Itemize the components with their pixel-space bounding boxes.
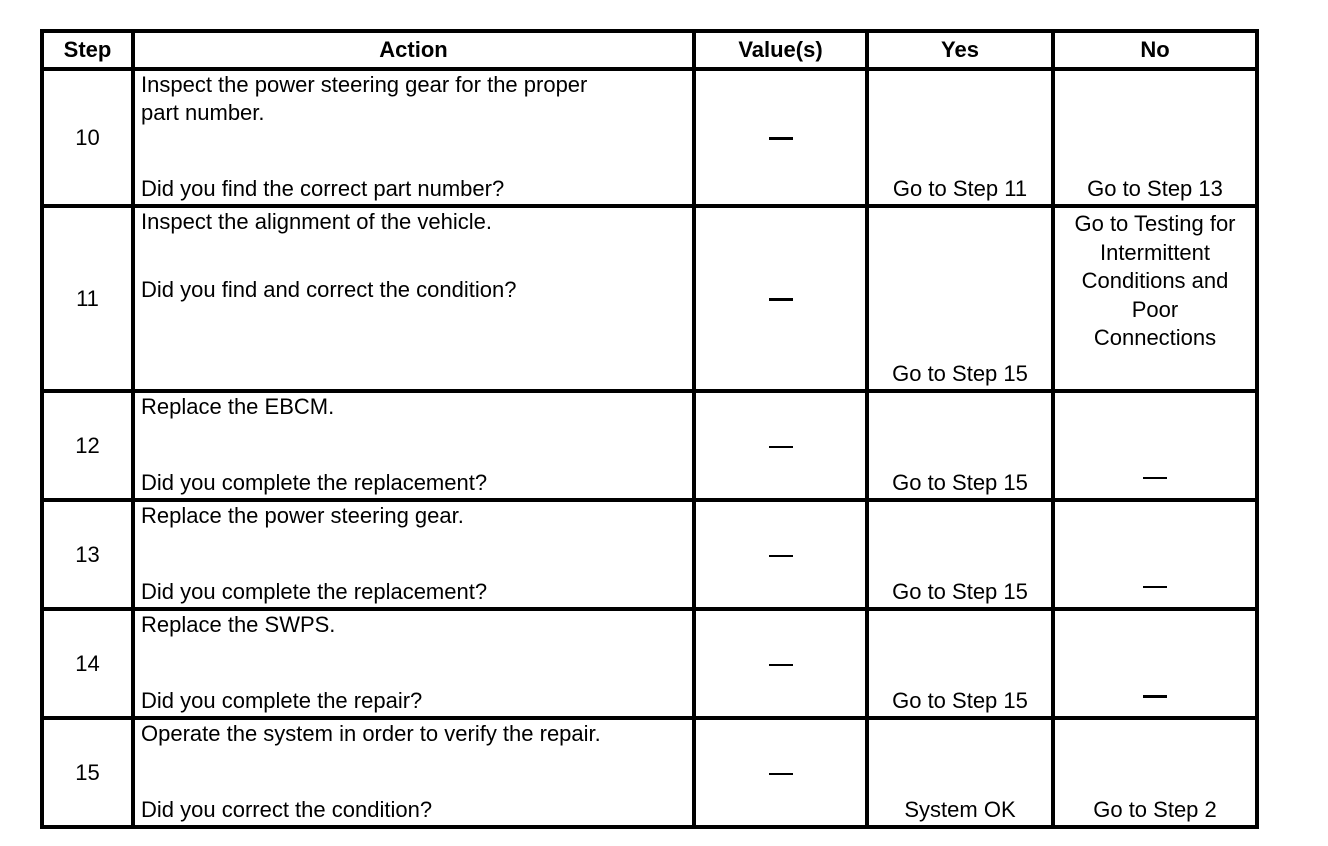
- action-question: Did you complete the repair?: [141, 688, 423, 713]
- no-cell: Go to Step 2: [1053, 718, 1257, 827]
- action-text: Operate the system in order to verify the repair.: [141, 721, 601, 746]
- action-question: Did you find and correct the condition?: [141, 277, 517, 302]
- no-text: Connections: [1093, 325, 1217, 350]
- action-cell: [133, 206, 694, 391]
- value-dash: [769, 664, 793, 666]
- table-row: [42, 391, 1257, 500]
- header-no: No: [1053, 31, 1257, 69]
- no-cell: [1053, 206, 1257, 391]
- header-step: Step: [42, 31, 133, 69]
- step-number: 15: [42, 718, 133, 827]
- action-cell: [133, 609, 694, 718]
- value-cell: [694, 500, 867, 609]
- action-cell: [133, 391, 694, 500]
- diagnostic-table: [40, 29, 1259, 829]
- yes-cell: Go to Step 11: [867, 69, 1053, 206]
- yes-cell: Go to Step 15: [867, 500, 1053, 609]
- action-text: part number.: [141, 100, 265, 125]
- action-text: Inspect the alignment of the vehicle.: [141, 209, 492, 234]
- action-question: Did you complete the replacement?: [141, 470, 488, 495]
- no-text: Conditions and: [1081, 268, 1229, 293]
- value-cell: [694, 206, 867, 391]
- yes-cell: Go to Step 15: [867, 391, 1053, 500]
- header-row: [42, 31, 1257, 69]
- no-cell: [1053, 391, 1257, 500]
- value-dash: [769, 773, 793, 775]
- step-number: 13: [42, 500, 133, 609]
- action-text: Replace the SWPS.: [141, 612, 336, 637]
- no-cell: [1053, 609, 1257, 718]
- value-cell: [694, 69, 867, 206]
- value-cell: [694, 718, 867, 827]
- action-text: Replace the EBCM.: [141, 394, 335, 419]
- no-dash: [1143, 695, 1167, 698]
- action-cell: [133, 718, 694, 827]
- header-values: Value(s): [694, 31, 867, 69]
- value-dash: [769, 555, 793, 557]
- action-text: Inspect the power steering gear for the proper: [141, 72, 588, 97]
- header-yes: Yes: [867, 31, 1053, 69]
- action-cell: [133, 500, 694, 609]
- action-question: Did you correct the condition?: [141, 797, 433, 822]
- yes-cell: System OK: [867, 718, 1053, 827]
- table-row: [42, 69, 1257, 206]
- no-cell: [1053, 500, 1257, 609]
- action-text: Replace the power steering gear.: [141, 503, 464, 528]
- step-number: 12: [42, 391, 133, 500]
- yes-cell: Go to Step 15: [867, 609, 1053, 718]
- value-cell: [694, 609, 867, 718]
- header-action: Action: [133, 31, 694, 69]
- table-row: [42, 206, 1257, 391]
- value-dash: [769, 137, 793, 140]
- yes-cell: Go to Step 15: [867, 206, 1053, 391]
- action-cell: [133, 69, 694, 206]
- action-question: Did you complete the replacement?: [141, 579, 488, 604]
- table-row: [42, 609, 1257, 718]
- step-number: 11: [42, 206, 133, 391]
- step-number: 10: [42, 69, 133, 206]
- no-text: Go to Testing for: [1074, 211, 1236, 236]
- value-cell: [694, 391, 867, 500]
- step-number: 14: [42, 609, 133, 718]
- table-row: [42, 718, 1257, 827]
- no-text: Poor: [1131, 296, 1179, 322]
- action-question: Did you find the correct part number?: [141, 176, 505, 201]
- no-text: Intermittent: [1099, 239, 1211, 265]
- value-dash: [769, 446, 793, 448]
- no-dash: [1143, 477, 1167, 479]
- value-dash: [769, 298, 793, 301]
- no-dash: [1143, 586, 1167, 588]
- table-row: [42, 500, 1257, 609]
- no-cell: Go to Step 13: [1053, 69, 1257, 206]
